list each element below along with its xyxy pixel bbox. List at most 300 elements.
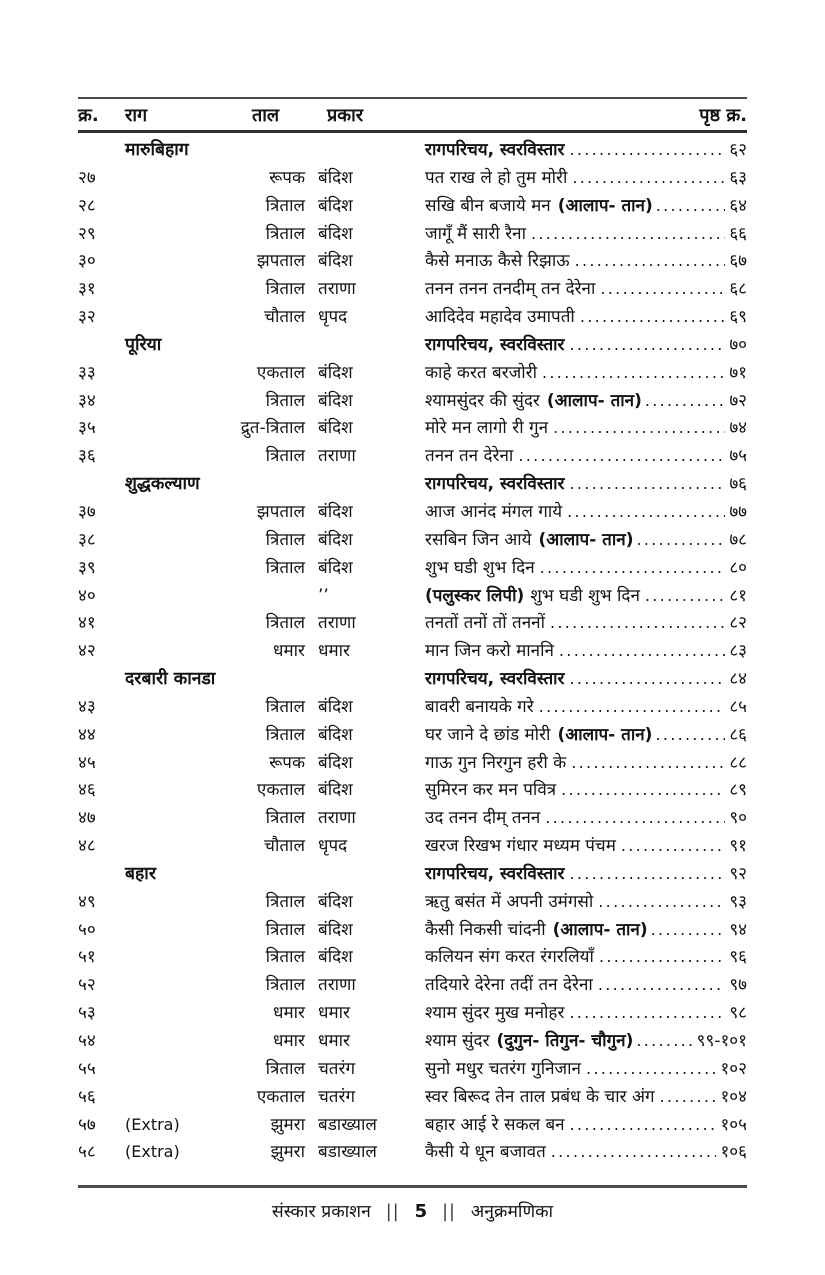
composition-row xyxy=(78,804,747,832)
composition-row xyxy=(78,192,747,220)
dot-leader xyxy=(540,554,726,583)
serial-number: २७ xyxy=(78,167,96,188)
page-number: ७१ xyxy=(729,362,747,383)
prakar-name: तराणा xyxy=(318,613,356,634)
composition-title: आज आनंद मंगल गाये xyxy=(425,501,563,522)
title-cell xyxy=(425,1027,747,1056)
prakar-name: बंदिश xyxy=(318,362,353,383)
composition-title: कलियन संग करत रंगरलियाँ xyxy=(425,947,594,968)
taal-cell xyxy=(125,917,305,945)
taal-cell xyxy=(125,276,305,304)
dot-leader xyxy=(539,693,726,722)
taal-name: त्रिताल xyxy=(265,919,305,940)
composition-row xyxy=(78,498,747,526)
page-number: ८२ xyxy=(729,613,747,634)
page-number: ९१ xyxy=(729,836,747,857)
composition-title: कैसी निकसी चांदनी xyxy=(425,919,546,940)
dot-leader xyxy=(570,470,726,499)
dot-leader xyxy=(571,749,725,778)
page-number: ७८ xyxy=(729,529,747,550)
publisher-name: संस्कार प्रकाशन xyxy=(271,1202,371,1223)
taal-cell xyxy=(125,1084,305,1112)
composition-title: सुमिरन कर मन पवित्र xyxy=(425,780,557,801)
prakar-name: तराणा xyxy=(318,446,356,467)
dot-leader xyxy=(598,888,725,917)
title-cell xyxy=(425,637,747,666)
page-number: ८६ xyxy=(729,724,747,745)
composition-title: शुभ घडी शुभ दिन xyxy=(425,557,535,578)
dot-leader xyxy=(570,665,726,694)
serial-number: ३७ xyxy=(78,501,96,522)
taal-name: द्रुत-त्रिताल xyxy=(240,418,305,439)
composition-title: तनतों तनों तों तननों xyxy=(425,613,546,634)
extra-label: (Extra) xyxy=(125,1114,180,1134)
title-bold-annotation: (आलाप- तान) xyxy=(557,724,653,745)
footer-separator: || xyxy=(385,1202,400,1223)
serial-number: ३६ xyxy=(78,446,96,467)
prakar-name: बंदिश xyxy=(318,167,353,188)
taal-cell xyxy=(125,694,305,722)
prakar-name: धृपद xyxy=(318,307,348,328)
page-number: ९४ xyxy=(729,919,747,940)
serial-number: २९ xyxy=(78,223,96,244)
composition-row xyxy=(78,303,747,331)
dot-leader xyxy=(561,776,725,805)
prakar-name: तराणा xyxy=(318,279,356,300)
taal-name: त्रिताल xyxy=(265,557,305,578)
composition-row xyxy=(78,1138,747,1166)
taal-name: त्रिताल xyxy=(265,223,305,244)
page-number: ७६ xyxy=(729,474,747,495)
page-number: ८८ xyxy=(729,752,747,773)
dot-leader xyxy=(637,526,726,555)
title-cell xyxy=(425,721,747,750)
composition-title: काहे करत बरजोरी xyxy=(425,362,538,383)
taal-cell xyxy=(125,750,305,778)
composition-row xyxy=(78,1055,747,1083)
dot-leader xyxy=(551,1138,717,1167)
serial-number: ५७ xyxy=(78,1114,96,1135)
footer-rule xyxy=(78,1185,747,1188)
taal-name: रूपक xyxy=(269,752,305,773)
title-cell xyxy=(425,1111,747,1140)
composition-row xyxy=(78,526,747,554)
header-taal: ताल xyxy=(252,105,280,126)
header-page-number: पृष्ठ क्र. xyxy=(699,105,747,126)
taal-name: त्रिताल xyxy=(265,947,305,968)
composition-row xyxy=(78,1027,747,1055)
page-number: ८४ xyxy=(729,669,747,690)
composition-title: रसबिन जिन आये xyxy=(425,529,532,550)
composition-title: मोरे मन लागो री गुन xyxy=(425,418,549,439)
composition-title: मान जिन करो माननि xyxy=(425,641,554,662)
page-number: ९६ xyxy=(729,947,747,968)
taal-name: त्रिताल xyxy=(265,891,305,912)
taal-cell xyxy=(125,610,305,638)
title-cell xyxy=(425,804,747,833)
dot-leader xyxy=(550,609,725,638)
prakar-name: बंदिश xyxy=(318,752,353,773)
composition-row xyxy=(78,247,747,275)
serial-number: ४४ xyxy=(78,724,96,745)
serial-number: ५८ xyxy=(78,1142,96,1163)
taal-cell xyxy=(125,722,305,750)
serial-number: ३२ xyxy=(78,307,96,328)
dot-leader xyxy=(580,303,726,332)
prakar-name: धमार xyxy=(318,641,350,662)
taal-cell xyxy=(125,972,305,1000)
serial-number: ३९ xyxy=(78,557,96,578)
title-cell xyxy=(425,1055,747,1084)
dot-leader xyxy=(570,860,726,889)
title-cell xyxy=(425,749,747,778)
taal-cell xyxy=(125,555,305,583)
dot-leader xyxy=(651,916,726,945)
serial-number: ५० xyxy=(78,919,96,940)
composition-title: कैसे मनाऊ कैसे रिझाऊ xyxy=(425,251,570,272)
composition-title: श्यामसुंदर की सुंदर xyxy=(425,390,540,411)
dot-leader xyxy=(636,1027,692,1056)
footer-section-title: अनुक्रमणिका xyxy=(470,1202,554,1223)
title-cell xyxy=(425,999,747,1028)
taal-name: त्रिताल xyxy=(265,975,305,996)
title-bold-annotation: (दुगुन- तिगुन- चौगुन) xyxy=(496,1031,634,1051)
title-cell xyxy=(425,609,747,638)
taal-name: त्रिताल xyxy=(265,696,305,717)
prakar-name: धमार xyxy=(318,1031,350,1051)
dot-leader xyxy=(531,220,725,249)
composition-title: बहार आई रे सकल बन xyxy=(425,1114,565,1135)
title-cell xyxy=(425,470,747,499)
section-heading-text: रागपरिचय, स्वरविस्तार xyxy=(425,474,565,495)
serial-number: ५४ xyxy=(78,1031,96,1051)
taal-name: त्रिताल xyxy=(265,390,305,411)
section-heading-text: रागपरिचय, स्वरविस्तार xyxy=(425,140,565,160)
title-cell xyxy=(425,359,747,388)
dot-leader xyxy=(575,247,726,276)
prakar-name: बंदिश xyxy=(318,223,353,244)
toc-content xyxy=(78,97,747,1223)
prakar-name: चतरंग xyxy=(318,1058,356,1079)
taal-name: त्रिताल xyxy=(265,279,305,300)
prakar-name: बंदिश xyxy=(318,501,353,522)
footer-page-number: 5 xyxy=(414,1201,428,1223)
composition-row xyxy=(78,999,747,1027)
dot-leader xyxy=(621,832,725,861)
composition-row xyxy=(78,943,747,971)
taal-cell xyxy=(125,443,305,471)
composition-title: श्याम सुंदर xyxy=(425,1031,490,1051)
title-bold-annotation: (आलाप- तान) xyxy=(538,529,634,550)
prakar-name: बडाख्याल xyxy=(318,1114,377,1135)
page-number: ८१ xyxy=(729,585,747,606)
page-number: ९३ xyxy=(729,891,747,912)
taal-cell xyxy=(125,889,305,917)
header-raga: राग xyxy=(125,105,148,126)
taal-name: झुमरा xyxy=(270,1142,305,1163)
raga-name: दरबारी कानडा xyxy=(125,669,216,690)
title-cell xyxy=(425,303,747,332)
composition-row xyxy=(78,971,747,999)
prakar-name: बंदिश xyxy=(318,251,353,272)
composition-title: कैसी ये धून बजावत xyxy=(425,1142,546,1163)
prakar-name: बडाख्याल xyxy=(318,1142,377,1163)
title-cell xyxy=(425,665,747,694)
prakar-name: धमार xyxy=(318,1003,350,1024)
raga-section-row xyxy=(78,665,747,693)
composition-title: तदियारे देरेना तदीं तन देरेना xyxy=(425,975,593,996)
taal-cell xyxy=(125,1111,305,1140)
page-number: १०२ xyxy=(720,1058,747,1079)
composition-row xyxy=(78,749,747,777)
serial-number: ५५ xyxy=(78,1058,96,1079)
footer-separator: || xyxy=(442,1202,456,1223)
dot-leader xyxy=(570,1111,717,1140)
prakar-name: चतरंग xyxy=(318,1086,356,1107)
taal-cell xyxy=(125,360,305,388)
title-bold-annotation: (आलाप- तान) xyxy=(552,919,648,940)
prakar-name: बंदिश xyxy=(318,780,353,801)
raga-section-row xyxy=(78,331,747,359)
composition-row xyxy=(78,220,747,248)
dot-leader xyxy=(656,192,726,221)
composition-title: आदिदेव महादेव उमापती xyxy=(425,307,575,328)
composition-row xyxy=(78,916,747,944)
dot-leader xyxy=(660,1083,717,1112)
page-number: ८९ xyxy=(729,780,747,801)
taal-name: धमार xyxy=(273,1031,305,1051)
composition-title: शुभ घडी शुभ दिन xyxy=(530,585,640,606)
prakar-name: बंदिश xyxy=(318,724,353,745)
title-cell xyxy=(425,275,747,304)
taal-name: त्रिताल xyxy=(265,1058,305,1079)
title-cell xyxy=(425,136,747,165)
composition-row xyxy=(78,582,747,610)
taal-cell xyxy=(125,527,305,555)
title-cell xyxy=(425,331,747,360)
raga-name: मारुबिहाग xyxy=(125,140,189,160)
prakar-name: ’’ xyxy=(318,585,329,606)
serial-number: ४९ xyxy=(78,891,96,912)
dot-leader xyxy=(542,359,725,388)
composition-row xyxy=(78,1083,747,1111)
taal-cell xyxy=(125,415,305,443)
composition-title: घर जाने दे छांड मोरी xyxy=(425,724,551,745)
raga-name: पूरिया xyxy=(125,334,162,355)
title-bold-annotation: (आलाप- तान) xyxy=(546,390,642,411)
taal-name: झुमरा xyxy=(270,1114,305,1135)
prakar-name: बंदिश xyxy=(318,947,353,968)
page-number: ६८ xyxy=(729,279,747,300)
prakar-name: बंदिश xyxy=(318,195,353,216)
composition-row xyxy=(78,275,747,303)
taal-name: त्रिताल xyxy=(265,613,305,634)
page-number: १०६ xyxy=(720,1142,747,1163)
prakar-name: बंदिश xyxy=(318,418,353,439)
composition-title: स्वर बिरूद तेन ताल प्रबंध के चार अंग xyxy=(425,1086,655,1107)
raga-section-row xyxy=(78,136,747,164)
serial-number: ४० xyxy=(78,585,96,606)
title-cell xyxy=(425,164,747,193)
dot-leader xyxy=(545,804,725,833)
serial-number: ३१ xyxy=(78,279,96,300)
composition-row xyxy=(78,1111,747,1139)
composition-row xyxy=(78,888,747,916)
header-prakar: प्रकार xyxy=(327,105,364,126)
section-heading-text: रागपरिचय, स्वरविस्तार xyxy=(425,334,565,355)
taal-name: चौताल xyxy=(264,836,305,857)
taal-cell xyxy=(125,944,305,972)
page-number: ७५ xyxy=(729,446,747,467)
title-bold-annotation: (पलुस्कर लिपी) xyxy=(425,585,525,606)
serial-number: ३३ xyxy=(78,362,96,383)
composition-title: खरज रिखभ गंधार मध्यम पंचम xyxy=(425,836,616,857)
taal-name: चौताल xyxy=(264,307,305,328)
taal-name: त्रिताल xyxy=(265,808,305,829)
dot-leader xyxy=(570,331,726,360)
title-cell xyxy=(425,526,747,555)
taal-name: रूपक xyxy=(269,167,305,188)
serial-number: ३४ xyxy=(78,390,96,411)
header-serial: क्र. xyxy=(78,105,99,126)
composition-row xyxy=(78,442,747,470)
composition-row xyxy=(78,832,747,860)
taal-cell xyxy=(125,248,305,276)
serial-number: ५६ xyxy=(78,1086,96,1107)
page-number: ९० xyxy=(729,808,747,829)
taal-cell xyxy=(125,1000,305,1028)
taal-cell xyxy=(125,1056,305,1084)
taal-cell xyxy=(125,499,305,527)
serial-number: २८ xyxy=(78,195,96,216)
page-number: ६९ xyxy=(729,307,747,328)
prakar-name: बंदिश xyxy=(318,696,353,717)
page-number: ७४ xyxy=(729,418,747,439)
composition-row xyxy=(78,387,747,415)
page-number: ९७ xyxy=(729,975,747,996)
prakar-name: बंदिश xyxy=(318,529,353,550)
composition-title: उद तनन दीम् तनन xyxy=(425,808,541,829)
taal-cell xyxy=(125,805,305,833)
page-number: ९९-१०१ xyxy=(696,1031,747,1051)
composition-row xyxy=(78,721,747,749)
taal-name: एकताल xyxy=(256,362,305,383)
page-number: ६६ xyxy=(729,223,747,244)
dot-leader xyxy=(599,943,725,972)
prakar-name: धृपद xyxy=(318,836,348,857)
title-cell xyxy=(425,554,747,583)
title-cell xyxy=(425,442,747,471)
composition-title: तनन तनन तनदीम् तन देरेना xyxy=(425,279,596,300)
prakar-name: तराणा xyxy=(318,975,356,996)
taal-cell xyxy=(125,1028,305,1056)
taal-cell xyxy=(125,1138,305,1167)
serial-number: ५३ xyxy=(78,1003,96,1024)
title-cell xyxy=(425,220,747,249)
composition-title: तनन तन देरेना xyxy=(425,446,514,467)
taal-name: त्रिताल xyxy=(265,195,305,216)
title-cell xyxy=(425,832,747,861)
title-cell xyxy=(425,582,747,611)
taal-name: झपताल xyxy=(256,501,305,522)
serial-number: ३० xyxy=(78,251,96,272)
page-number: ६२ xyxy=(729,140,747,160)
composition-title: सुनो मधुर चतरंग गुनिजान xyxy=(425,1058,581,1079)
composition-title: पत राख ले हो तुम मोरी xyxy=(425,167,568,188)
serial-number: ४३ xyxy=(78,696,96,717)
serial-number: ५२ xyxy=(78,975,96,996)
title-cell xyxy=(425,943,747,972)
taal-cell xyxy=(125,221,305,249)
page-number: १०५ xyxy=(720,1114,747,1135)
composition-row xyxy=(78,609,747,637)
title-cell xyxy=(425,414,747,443)
prakar-name: बंदिश xyxy=(318,390,353,411)
composition-title: सखि बीन बजाये मन xyxy=(425,195,551,216)
taal-cell xyxy=(125,638,305,666)
dot-leader xyxy=(572,164,725,193)
taal-cell xyxy=(125,833,305,861)
taal-name: एकताल xyxy=(256,780,305,801)
taal-cell xyxy=(125,165,305,193)
title-cell xyxy=(425,888,747,917)
prakar-name: बंदिश xyxy=(318,919,353,940)
prakar-name: बंदिश xyxy=(318,891,353,912)
taal-cell xyxy=(125,193,305,221)
title-cell xyxy=(425,860,747,889)
serial-number: ४५ xyxy=(78,752,96,773)
composition-row xyxy=(78,164,747,192)
serial-number: ४२ xyxy=(78,641,96,662)
taal-cell xyxy=(125,304,305,332)
dot-leader xyxy=(569,999,725,1028)
composition-row xyxy=(78,693,747,721)
composition-title: जागूँ मैं सारी रैना xyxy=(425,223,527,244)
page-number: ७७ xyxy=(729,501,747,522)
composition-row xyxy=(78,637,747,665)
taal-name: धमार xyxy=(273,1003,305,1024)
serial-number: ४६ xyxy=(78,780,96,801)
raga-name: शुद्धकल्याण xyxy=(125,474,200,495)
taal-name: त्रिताल xyxy=(265,446,305,467)
dot-leader xyxy=(559,637,725,666)
dot-leader xyxy=(645,582,725,611)
page-number: ६३ xyxy=(729,167,747,188)
taal-name: एकताल xyxy=(256,1086,305,1107)
title-cell xyxy=(425,916,747,945)
prakar-name: तराणा xyxy=(318,808,356,829)
extra-label: (Extra) xyxy=(125,1142,180,1162)
dot-leader xyxy=(600,275,725,304)
taal-name: धमार xyxy=(273,641,305,662)
composition-title: गाऊ गुन निरगुन हरी के xyxy=(425,752,567,773)
serial-number: ४७ xyxy=(78,808,96,829)
title-cell xyxy=(425,192,747,221)
serial-number: ४१ xyxy=(78,613,96,634)
taal-name: झपताल xyxy=(256,251,305,272)
title-cell xyxy=(425,387,747,416)
dot-leader xyxy=(518,442,725,471)
prakar-name: बंदिश xyxy=(318,557,353,578)
serial-number: ३८ xyxy=(78,529,96,550)
dot-leader xyxy=(655,721,725,750)
dot-leader xyxy=(570,136,726,165)
dot-leader xyxy=(553,414,725,443)
table-header xyxy=(78,99,747,130)
taal-cell xyxy=(125,388,305,416)
page-number: ८० xyxy=(729,557,747,578)
serial-number: ४८ xyxy=(78,836,96,857)
